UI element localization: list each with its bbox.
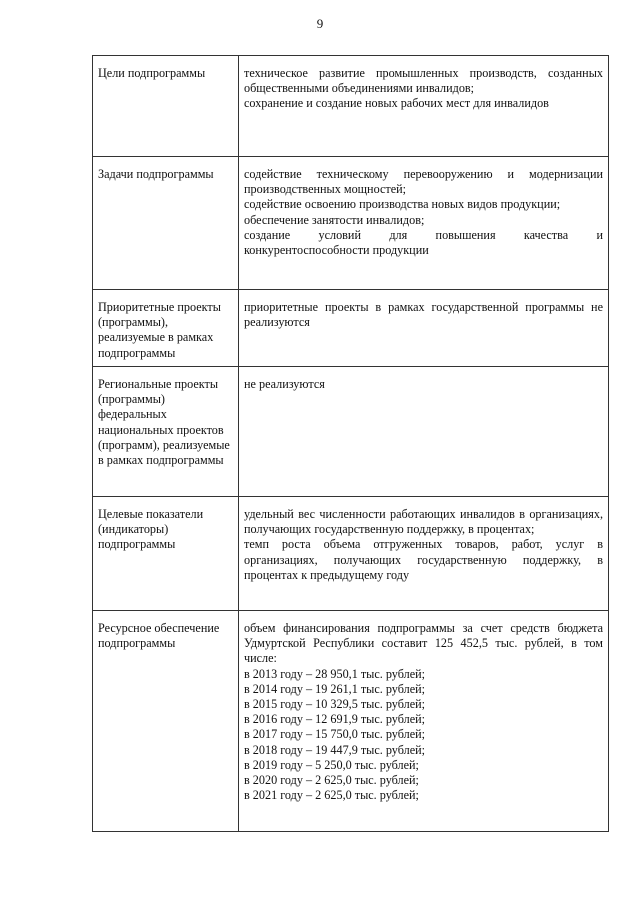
row-label: Ресурсное обеспечение подпрограммы	[98, 621, 220, 651]
row-label-cell	[93, 497, 239, 611]
value-line: обеспечение занятости инвалидов;	[244, 212, 425, 227]
row-label-cell	[93, 367, 239, 497]
value-line: содействие освоению производства новых видов продукции;	[244, 197, 561, 212]
subprogram-passport-table	[92, 55, 609, 832]
value-line-year: в 2021 году – 2 625,0 тыс. рублей;	[244, 788, 419, 803]
row-label: Целевые показатели (индикаторы) подпрограммы	[98, 507, 204, 552]
value-line: техническое развитие промышленных производств, созданных общественными объединениями инвалидов;	[244, 66, 603, 96]
row-label-cell	[93, 290, 239, 367]
row-value	[239, 157, 608, 258]
value-line: не реализуются	[244, 377, 325, 391]
table-row-priority-projects	[93, 290, 609, 367]
table-row-resources	[93, 611, 609, 832]
row-value-cell	[239, 290, 609, 367]
row-value-cell	[239, 497, 609, 611]
row-value	[239, 290, 608, 330]
value-line-year: в 2017 году – 15 750,0 тыс. рублей;	[244, 727, 426, 742]
value-line: сохранение и создание новых рабочих мест для инвалидов	[244, 96, 549, 111]
row-label-cell	[93, 157, 239, 290]
value-line-year: в 2014 году – 19 261,1 тыс. рублей;	[244, 681, 426, 696]
row-value	[239, 56, 608, 112]
value-line: приоритетные проекты в рамках государственной программы не реализуются	[244, 300, 603, 330]
table-row-goals	[93, 56, 609, 157]
row-value-cell	[239, 56, 609, 157]
value-line-year: в 2018 году – 19 447,9 тыс. рублей;	[244, 742, 426, 757]
row-label: Цели подпрограммы	[98, 66, 206, 80]
value-line: содействие техническому перевооружению и модернизации производственных мощностей;	[244, 167, 603, 197]
value-line: объем финансирования подпрограммы за счет средств бюджета Удмуртской Республики составит 125 452,5 тыс. рублей, в том числе:	[244, 621, 603, 666]
table-row-regional-projects	[93, 367, 609, 497]
value-line: темп роста объема отгруженных товаров, работ, услуг в организациях, получающих государственную поддержку, в процентах к предыдущему году	[244, 537, 603, 582]
value-line-year: в 2013 году – 28 950,1 тыс. рублей;	[244, 666, 426, 681]
value-line-year: в 2019 году – 5 250,0 тыс. рублей;	[244, 757, 419, 772]
row-value	[239, 367, 608, 392]
page-number: 9	[316, 16, 324, 31]
row-label-cell	[93, 611, 239, 832]
row-value	[239, 497, 608, 583]
row-label: Задачи подпрограммы	[98, 167, 214, 181]
table-row-tasks	[93, 157, 609, 290]
row-value-cell	[239, 157, 609, 290]
value-line-year: в 2020 году – 2 625,0 тыс. рублей;	[244, 773, 419, 788]
row-value	[239, 611, 608, 803]
row-label: Региональные проекты (программы) федеральных национальных проектов (программ), реализуемые в рамках подпрограммы	[98, 377, 230, 468]
row-label-cell	[93, 56, 239, 157]
table-row-target-indicators	[93, 497, 609, 611]
value-line-year: в 2015 году – 10 329,5 тыс. рублей;	[244, 697, 426, 712]
value-line-year: в 2016 году – 12 691,9 тыс. рублей;	[244, 712, 426, 727]
value-line: создание условий для повышения качества и конкурентоспособности продукции	[244, 227, 603, 258]
row-label: Приоритетные проекты (программы), реализуемые в рамках подпрограммы	[98, 300, 221, 360]
row-value-cell	[239, 367, 609, 497]
row-value-cell	[239, 611, 609, 832]
value-line: удельный вес численности работающих инвалидов в организациях, получающих государственную поддержку, в процентах;	[244, 507, 603, 537]
